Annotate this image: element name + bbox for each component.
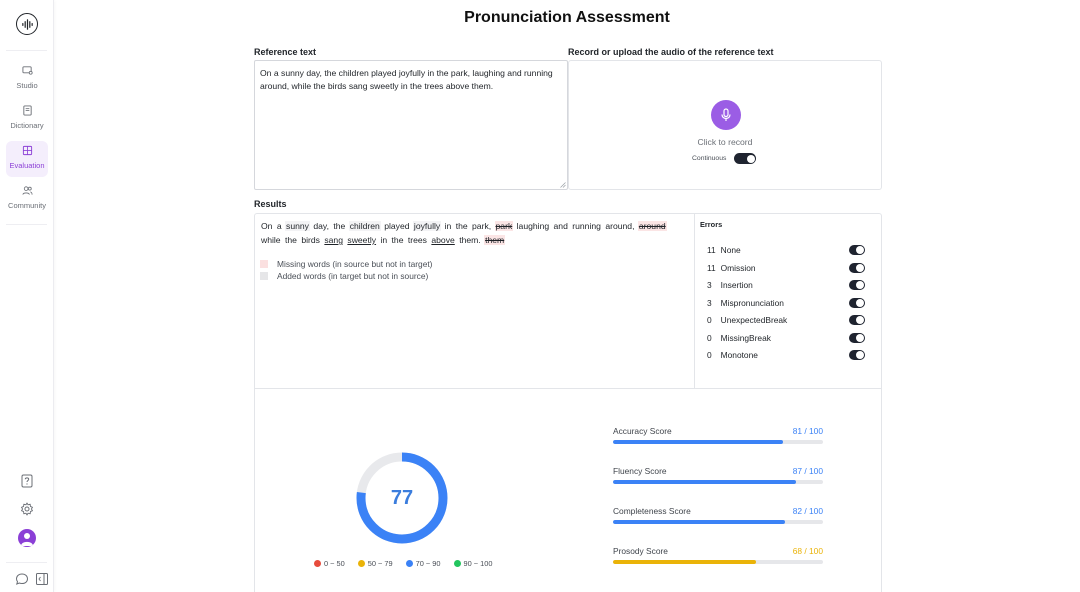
error-toggle-none[interactable] bbox=[849, 245, 865, 255]
legend-label: Added words (in target but not in source) bbox=[277, 271, 429, 281]
assessed-word: sweetly bbox=[347, 235, 377, 245]
record-button[interactable] bbox=[711, 100, 741, 130]
error-row-omission bbox=[707, 262, 865, 274]
error-toggle-monotone[interactable] bbox=[849, 350, 865, 360]
assessed-word: trees bbox=[407, 235, 427, 245]
divider bbox=[6, 224, 47, 225]
assessed-word: sunny bbox=[286, 221, 309, 231]
error-count: 0 bbox=[707, 315, 712, 325]
legend-missing bbox=[260, 259, 432, 269]
continuous-toggle[interactable] bbox=[734, 153, 756, 164]
error-row-mispronunciation bbox=[707, 297, 865, 309]
error-name: MissingBreak bbox=[720, 333, 771, 343]
sidebar-item-evaluation[interactable] bbox=[6, 141, 48, 177]
assessed-word: park, bbox=[472, 221, 492, 231]
continuous-setting bbox=[692, 153, 756, 164]
assessed-word: the bbox=[391, 235, 404, 245]
score-bar-track bbox=[613, 440, 823, 444]
record-panel bbox=[568, 60, 882, 190]
error-row-monotone bbox=[707, 349, 865, 361]
error-row-none bbox=[707, 244, 865, 256]
error-count: 11 bbox=[707, 263, 716, 273]
evaluation-icon bbox=[22, 145, 33, 156]
score-bar-fill bbox=[613, 440, 783, 444]
continuous-label: Continuous bbox=[692, 155, 727, 162]
legend-swatch bbox=[260, 260, 268, 268]
assessed-word: and bbox=[553, 221, 568, 231]
sidebar-item-studio[interactable] bbox=[6, 61, 48, 97]
errors-panel bbox=[694, 214, 881, 388]
assessed-word: On bbox=[261, 221, 273, 231]
results-panel bbox=[254, 213, 882, 592]
assessed-word: around, bbox=[605, 221, 635, 231]
avatar[interactable] bbox=[18, 529, 36, 547]
range-legend-item bbox=[314, 559, 345, 568]
completeness-score bbox=[613, 506, 823, 524]
error-row-missing-break bbox=[707, 332, 865, 344]
assessed-word: around bbox=[638, 221, 666, 231]
assessed-word: played bbox=[384, 221, 410, 231]
score-name: Accuracy Score bbox=[613, 426, 672, 436]
sidebar-item-label: Evaluation bbox=[9, 161, 45, 170]
range-legend-item bbox=[406, 559, 441, 568]
sidebar bbox=[0, 0, 54, 592]
range-dot bbox=[358, 560, 365, 567]
error-toggle-missing-break[interactable] bbox=[849, 333, 865, 343]
reference-text-value: On a sunny day, the children played joyfully in the park, laughing and running around, while the birds sang sweetly in the trees above them. bbox=[260, 68, 553, 91]
range-label: 70 ~ 90 bbox=[415, 559, 441, 568]
error-toggle-mispronunciation[interactable] bbox=[849, 298, 865, 308]
score-bar-track bbox=[613, 520, 823, 524]
range-legend-item bbox=[454, 559, 493, 568]
range-label: 50 ~ 79 bbox=[367, 559, 393, 568]
assessed-word: the bbox=[455, 221, 468, 231]
error-count: 3 bbox=[707, 298, 712, 308]
page-title: Pronunciation Assessment bbox=[464, 9, 670, 26]
error-name: Monotone bbox=[720, 350, 758, 360]
legend-added bbox=[260, 271, 428, 281]
studio-icon bbox=[22, 65, 33, 76]
settings-icon[interactable] bbox=[20, 502, 34, 516]
assessed-word: park bbox=[495, 221, 513, 231]
assessed-word: above bbox=[431, 235, 455, 245]
error-count: 3 bbox=[707, 280, 712, 290]
error-name: Insertion bbox=[720, 280, 753, 290]
assessed-word: while bbox=[261, 235, 281, 245]
sidebar-item-dictionary[interactable] bbox=[6, 101, 48, 137]
score-value: 87 / 100 bbox=[792, 466, 823, 476]
results-words-section bbox=[255, 214, 881, 389]
sidebar-item-label: Studio bbox=[16, 81, 38, 90]
assessed-word: birds bbox=[301, 235, 320, 245]
assessed-word: them bbox=[485, 235, 505, 245]
range-label: 0 ~ 50 bbox=[324, 559, 345, 568]
chat-icon[interactable] bbox=[15, 572, 29, 586]
dictionary-icon bbox=[22, 105, 33, 116]
range-dot bbox=[314, 560, 321, 567]
score-name: Completeness Score bbox=[613, 506, 691, 516]
score-bar-fill bbox=[613, 520, 785, 524]
accuracy-score bbox=[613, 426, 823, 444]
assessed-word: joyfully bbox=[413, 221, 441, 231]
overall-score-donut bbox=[354, 450, 450, 546]
prosody-score bbox=[613, 546, 823, 564]
sidebar-item-community[interactable] bbox=[6, 181, 48, 217]
sidebar-item-label: Dictionary bbox=[10, 121, 44, 130]
range-legend-item bbox=[358, 559, 393, 568]
legend-label: Missing words (in source but not in target) bbox=[277, 259, 433, 269]
error-count: 0 bbox=[707, 350, 712, 360]
record-label: Record or upload the audio of the reference text bbox=[568, 47, 774, 57]
score-value: 82 / 100 bbox=[792, 506, 823, 516]
assessed-words bbox=[260, 219, 690, 247]
score-value: 68 / 100 bbox=[792, 546, 823, 556]
community-icon bbox=[22, 185, 33, 196]
user-icon bbox=[18, 529, 36, 547]
reference-text-label: Reference text bbox=[254, 47, 317, 57]
score-name: Prosody Score bbox=[613, 546, 668, 556]
results-label: Results bbox=[254, 199, 287, 209]
assessed-word: in bbox=[444, 221, 452, 231]
assessed-word: the bbox=[284, 235, 297, 245]
microphone-icon bbox=[719, 108, 733, 122]
error-row-unexpected-break bbox=[707, 314, 865, 326]
waveform-icon bbox=[21, 18, 34, 31]
assessed-word: the bbox=[333, 221, 346, 231]
resize-handle-icon[interactable] bbox=[560, 182, 566, 188]
error-name: None bbox=[720, 245, 741, 255]
assessed-word: in bbox=[380, 235, 388, 245]
range-dot bbox=[406, 560, 413, 567]
assessed-word: children bbox=[349, 221, 380, 231]
legend-swatch bbox=[260, 272, 268, 280]
score-bar-fill bbox=[613, 480, 796, 484]
error-toggle-unexpected-break[interactable] bbox=[849, 315, 865, 325]
score-bar-fill bbox=[613, 560, 756, 564]
score-bar-track bbox=[613, 560, 823, 564]
range-label: 90 ~ 100 bbox=[463, 559, 493, 568]
score-name: Fluency Score bbox=[613, 466, 667, 476]
divider bbox=[6, 562, 47, 563]
assessed-word: running bbox=[572, 221, 601, 231]
assessed-word: sang bbox=[324, 235, 343, 245]
collapse-sidebar-icon[interactable] bbox=[35, 572, 49, 586]
score-value: 81 / 100 bbox=[792, 426, 823, 436]
error-count: 0 bbox=[707, 333, 712, 343]
sidebar-item-label: Community bbox=[8, 201, 46, 210]
assessed-word: a bbox=[276, 221, 282, 231]
error-name: Omission bbox=[720, 263, 756, 273]
score-range-legend bbox=[314, 559, 493, 568]
record-prompt: Click to record bbox=[697, 137, 753, 147]
error-toggle-insertion[interactable] bbox=[849, 280, 865, 290]
assessed-word: them. bbox=[459, 235, 481, 245]
error-count: 11 bbox=[707, 245, 716, 255]
fluency-score bbox=[613, 466, 823, 484]
help-icon[interactable] bbox=[20, 474, 34, 488]
assessed-word: laughing bbox=[516, 221, 550, 231]
errors-title: Errors bbox=[700, 220, 723, 229]
overall-score-value: 77 bbox=[390, 486, 414, 509]
error-name: UnexpectedBreak bbox=[720, 315, 788, 325]
score-bar-track bbox=[613, 480, 823, 484]
error-toggle-omission[interactable] bbox=[849, 263, 865, 273]
assessed-word: day, bbox=[313, 221, 329, 231]
range-dot bbox=[454, 560, 461, 567]
reference-text-input[interactable] bbox=[254, 60, 568, 190]
divider bbox=[6, 50, 47, 51]
app-logo[interactable] bbox=[16, 13, 38, 35]
error-name: Mispronunciation bbox=[720, 298, 784, 308]
error-row-insertion bbox=[707, 279, 865, 291]
